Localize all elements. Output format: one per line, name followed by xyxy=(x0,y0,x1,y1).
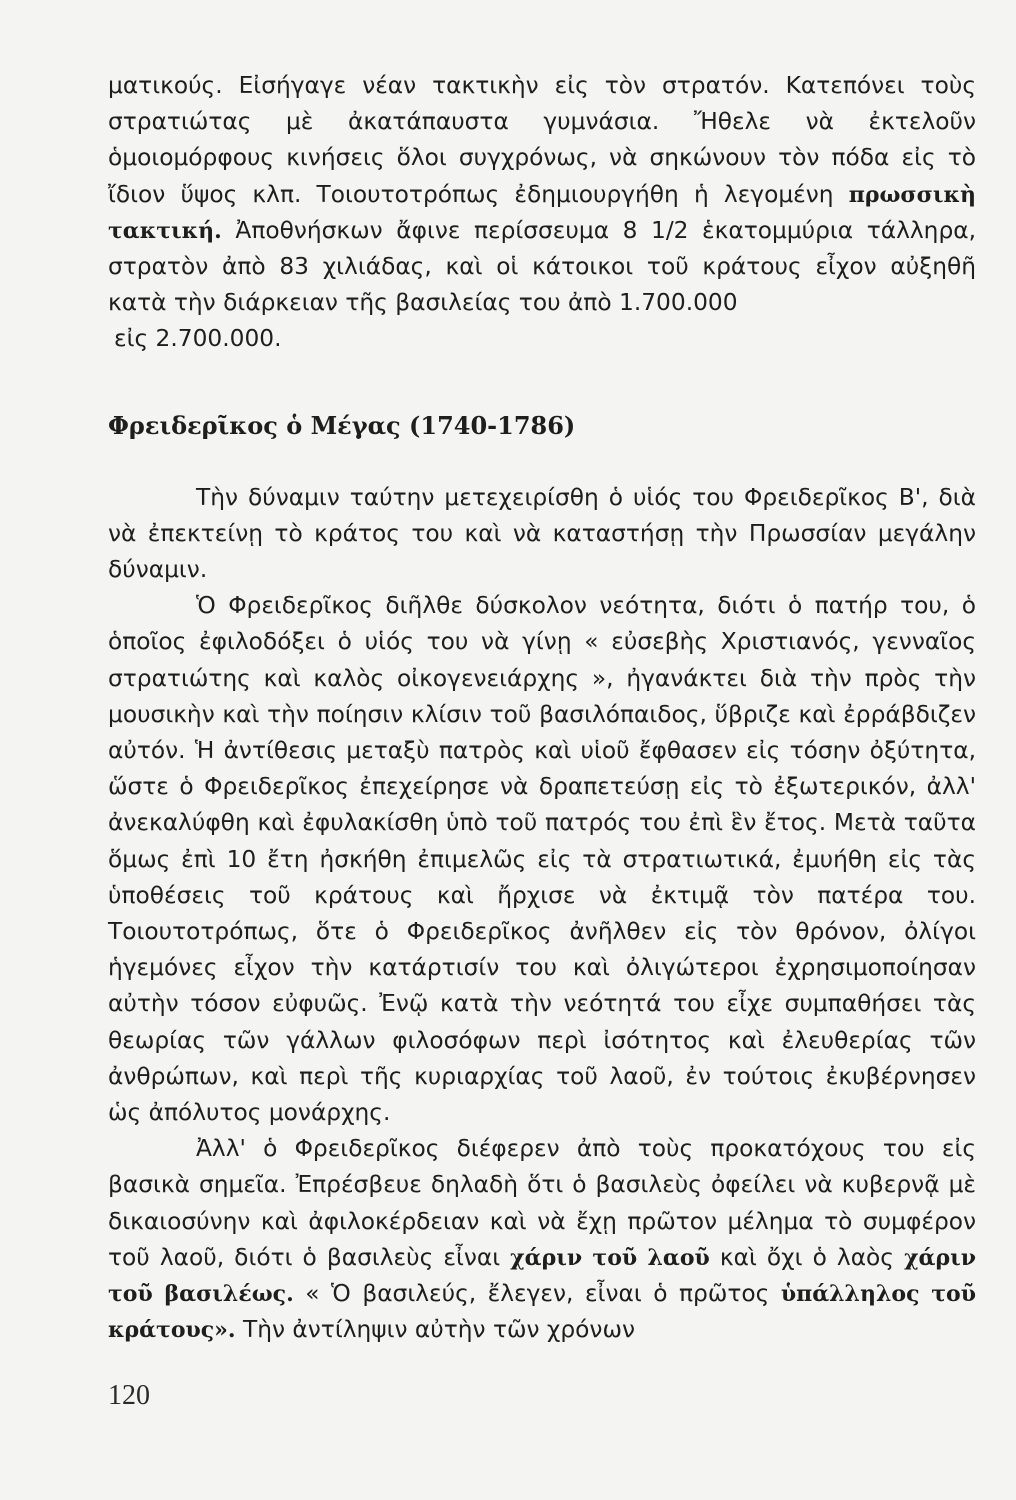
intro-paragraph xyxy=(108,68,976,358)
p3-text-c: καὶ ὄχι ὁ λαὸς xyxy=(709,1243,905,1271)
p3-bold-f: ὑπάλληλος τοῦ κράτους». xyxy=(108,1281,976,1344)
intro-text-c: Ἀποθνήσκων ἄφινε περίσσευμα 8 1/2 ἑκατομμύρια τάλληρα, στρατὸν ἀπὸ 83 χιλιάδας, καὶ οἱ κάτοικοι τοῦ κράτους εἶχον αὐξηθῆ κατὰ τὴν διάρκειαν τῆς βασιλείας του ἀπὸ 1.700.000 xyxy=(108,216,976,317)
page-number: 120 xyxy=(108,1380,150,1411)
paragraph-3 xyxy=(108,1131,976,1348)
p3-text-a: Ἀλλ' ὁ Φρειδερῖκος διέφερεν ἀπὸ τοὺς προκατόχους του εἰς βασικὰ σημεῖα. Ἐπρέσβευε δηλαδὴ ὅτι ὁ βασιλεὺς ὀφείλει νὰ κυβερνᾷ μὲ δικαιοσύνην καὶ ἀφιλοκέρδειαν καὶ νὰ ἔχῃ πρῶτον μέλημα τὸ συμφέρον τοῦ λαοῦ, διότι ὁ βασιλεὺς εἶναι xyxy=(108,1135,976,1271)
intro-text-a: ματικούς. Εἰσήγαγε νέαν τακτικὴν εἰς τὸν στρατόν. Κατεπόνει τοὺς στρατιώτας μὲ ἀκατάπαυστα γυμνάσια. Ἤθελε νὰ ἐκτελοῦν ὁμοιομόρφους κινήσεις ὅλοι συγχρόνως, νὰ σηκώνουν τὸν πόδα εἰς τὸ ἴδιον ὕψος κλπ. Τοιουτοτρόπως ἐδημιουργήθη ἡ λεγομένη xyxy=(108,72,976,208)
intro-text-d: εἰς 2.700.000. xyxy=(114,325,282,353)
paragraph-2: Ὁ Φρειδερῖκος διῆλθε δύσκολον νεότητα, διότι ὁ πατήρ του, ὁ ὁποῖος ἐφιλοδόξει ὁ υἱός του νὰ γίνῃ « εὐσεβὴς Χριστιανός, γενναῖος στρατιώτης καὶ καλὸς οἰκογενειάρχης », ἠγανάκτει διὰ τὴν πρὸς τὴν μουσικὴν καὶ τὴν ποίησιν κλίσιν τοῦ βασιλόπαιδος, ὕβριζε καὶ ἐρράβδιζεν αὐτόν. Ἡ ἀντίθεσις μεταξὺ πατρὸς καὶ υἱοῦ ἔφθασεν εἰς τόσην ὀξύτητα, ὥστε ὁ Φρειδερῖκος ἐπεχείρησε νὰ δραπετεύσῃ εἰς τὸ ἐξωτερικόν, ἀλλ' ἀνεκαλύφθη καὶ ἐφυλακίσθη ὑπὸ τοῦ πατρός του ἐπὶ ἓν ἔτος. Μετὰ ταῦτα ὅμως ἐπὶ 10 ἔτη ἠσκήθη ἐπιμελῶς εἰς τὰ στρατιωτικά, ἐμυήθη εἰς τὰς ὑποθέσεις τοῦ κράτους καὶ ἤρχισε νὰ ἐκτιμᾷ τὸν πατέρα του. Τοιουτοτρόπως, ὅτε ὁ Φρειδερῖκος ἀνῆλθεν εἰς τὸν θρόνον, ὀλίγοι ἡγεμόνες εἶχον τὴν κατάρτισίν του καὶ ὀλιγώτεροι ἐχρησιμοποίησαν αὐτὴν τόσον εὐφυῶς. Ἐνῷ κατὰ τὴν νεότητά του εἶχε συμπαθήσει τὰς θεωρίας τῶν γάλλων φιλοσόφων περὶ ἰσότητος καὶ ἐλευθερίας τῶν ἀνθρώπων, καὶ περὶ τῆς κυριαρχίας τοῦ λαοῦ, ἐν τούτοις ἐκυβέρνησεν ὡς ἀπόλυτος μονάρχης. xyxy=(108,592,976,1127)
section-heading: Φρειδερῖκος ὁ Μέγας (1740-1786) xyxy=(108,410,576,440)
p3-bold-b: χάριν τοῦ λαοῦ xyxy=(510,1244,710,1271)
p3-text-e: « Ὁ βασιλεύς, ἔλεγεν, εἶναι ὁ πρῶτος xyxy=(293,1280,781,1308)
p3-bold-d: χάριν τοῦ βασιλέως. xyxy=(108,1244,977,1308)
section-body xyxy=(108,480,976,1349)
p3-text-g: Τὴν ἀντίληψιν αὐτὴν τῶν χρόνων xyxy=(235,1316,635,1344)
paragraph-1: Τὴν δύναμιν ταύτην μετεχειρίσθη ὁ υἱός του Φρειδερῖκος Β', διὰ νὰ ἐπεκτείνῃ τὸ κράτος του καὶ νὰ καταστήσῃ τὴν Πρωσσίαν μεγάλην δύναμιν. xyxy=(108,483,976,584)
intro-bold-term: πρωσσικὴ τακτική. xyxy=(108,181,976,244)
